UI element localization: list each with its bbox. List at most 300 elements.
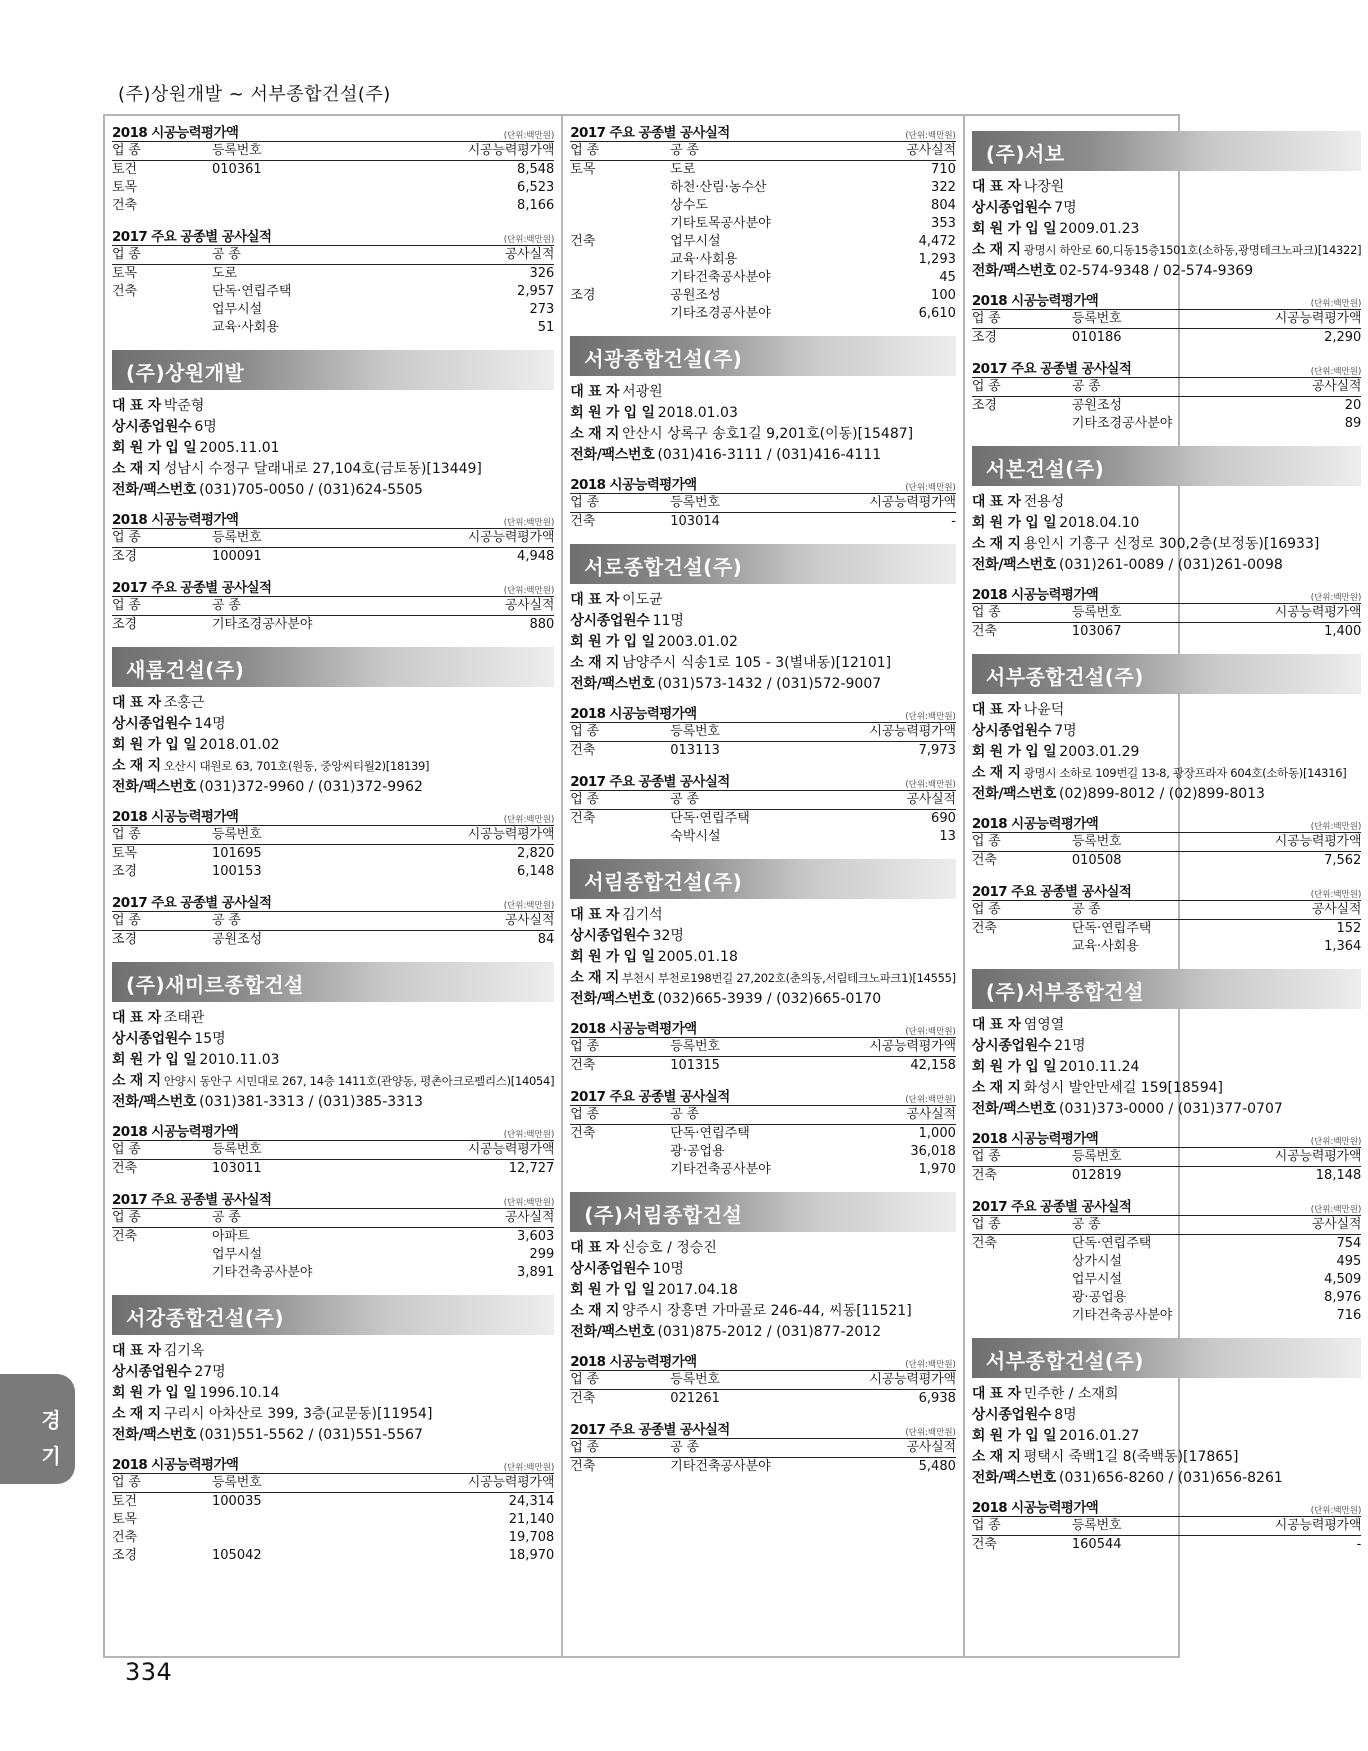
table-cell: 조경 xyxy=(112,617,138,632)
company-name-banner xyxy=(570,544,956,584)
info-label: 전화/팩스번호 xyxy=(570,991,655,1007)
table-cell: 토건 xyxy=(112,1494,138,1509)
table-header-cell: 시공능력평가액 xyxy=(869,495,956,510)
table-row xyxy=(570,828,956,846)
table-header-row xyxy=(570,1371,956,1390)
company-info-row xyxy=(570,968,956,989)
table-header-cell: 시공능력평가액 xyxy=(1274,311,1362,326)
info-label: 전화/팩스번호 xyxy=(112,779,197,795)
table-cell: 3,891 xyxy=(517,1265,555,1280)
table-cell xyxy=(112,1246,212,1264)
table-header-cell: 업 종 xyxy=(971,1217,1001,1232)
table-header-cell: 시공능력평가액 xyxy=(869,724,956,739)
info-value: 양주시 장흥면 가마골로 246-44, 씨동[11521] xyxy=(622,1303,912,1319)
company-info xyxy=(570,1238,956,1343)
table-header-cell: 업 종 xyxy=(570,792,599,807)
info-label: 회 원 가 입 일 xyxy=(570,1282,655,1298)
table-cell xyxy=(212,179,444,197)
table-cell xyxy=(972,1289,1072,1307)
table-cell: 기타건축공사분야 xyxy=(670,1459,771,1474)
table-cell: 기타조경공사분야 xyxy=(1071,416,1173,431)
info-value: 성남시 수정구 달래내로 27,104호(금토동)[13449] xyxy=(163,461,482,477)
table-header-cell: 업 종 xyxy=(112,530,141,545)
table-header-cell: 시공능력평가액 xyxy=(869,1372,956,1387)
table-header-cell: 업 종 xyxy=(112,598,141,613)
table-title-row xyxy=(972,586,1361,604)
info-label: 소 재 지 xyxy=(112,1406,161,1422)
table-header-cell: 등록번호 xyxy=(670,495,720,510)
company-info-row xyxy=(972,1015,1361,1036)
info-label: 회 원 가 입 일 xyxy=(971,744,1057,760)
table-cell: 18,148 xyxy=(1315,1168,1362,1183)
table-row xyxy=(112,265,554,283)
table-cell: 6,610 xyxy=(918,306,956,321)
info-label: 소 재 지 xyxy=(971,1080,1021,1096)
table-cell: 5,480 xyxy=(918,1459,956,1474)
table-cell: 기타토목공사분야 xyxy=(670,216,771,231)
company-name-banner xyxy=(112,1295,554,1335)
company-info xyxy=(972,492,1361,576)
info-value: 민주한 / 소재희 xyxy=(1023,1386,1119,1402)
table-cell: 326 xyxy=(529,266,555,281)
table-header-row xyxy=(112,826,554,845)
table-cell: 도로 xyxy=(212,266,238,281)
company-info xyxy=(112,693,554,798)
table-cell: 51 xyxy=(537,320,555,335)
table-title: 2017 주요 공종별 공사실적 xyxy=(112,1192,272,1208)
table-header-cell: 공 종 xyxy=(212,598,241,613)
company-info-row xyxy=(112,1092,554,1113)
table-row xyxy=(570,1458,956,1476)
company-info xyxy=(112,1341,554,1446)
table-cell: 건축 xyxy=(112,1161,138,1176)
info-value: 14명 xyxy=(194,716,226,732)
table-header-cell: 업 종 xyxy=(112,247,141,262)
company-info xyxy=(972,1384,1361,1489)
table-cell: 89 xyxy=(1344,416,1362,431)
company-info-row xyxy=(972,1384,1361,1405)
company-name-banner xyxy=(570,859,956,899)
table-cell: 1,364 xyxy=(1324,939,1362,954)
info-label: 대 표 자 xyxy=(570,1240,620,1256)
table-row xyxy=(570,179,956,197)
table-cell: 건축 xyxy=(971,1537,997,1552)
table-unit: (단위:백만원) xyxy=(905,712,956,722)
info-label: 대 표 자 xyxy=(112,398,161,414)
table-row xyxy=(972,1271,1361,1289)
table-row xyxy=(112,197,554,215)
table-cell: 3,603 xyxy=(517,1229,555,1244)
data-table xyxy=(112,228,554,337)
table-row xyxy=(570,1057,956,1075)
info-value: 2003.01.29 xyxy=(1059,744,1140,760)
table-cell: 업무시설 xyxy=(1071,1272,1123,1287)
info-label: 소 재 지 xyxy=(971,1449,1021,1465)
company-info-row xyxy=(112,1341,554,1362)
table-title: 2017 주요 공종별 공사실적 xyxy=(112,580,272,596)
info-label: 상시종업원수 xyxy=(971,1407,1052,1423)
table-title-row xyxy=(112,1456,554,1474)
company-info-row xyxy=(570,445,956,466)
company-info-row xyxy=(112,1029,554,1050)
table-header-row xyxy=(570,723,956,742)
table-header-cell: 업 종 xyxy=(570,1440,599,1455)
table-header-cell: 업 종 xyxy=(570,724,599,739)
table-header-row xyxy=(112,1209,554,1228)
table-cell: 아파트 xyxy=(212,1229,250,1244)
info-value: 2010.11.24 xyxy=(1059,1059,1140,1075)
table-title-row xyxy=(972,1130,1361,1148)
table-cell: 조경 xyxy=(112,549,138,564)
company-info xyxy=(112,396,554,501)
table-cell: 토건 xyxy=(112,162,138,177)
company-info-row xyxy=(570,590,956,611)
side-tab-char-1: 경 xyxy=(41,1408,61,1432)
table-header-cell: 시공능력평가액 xyxy=(467,827,555,842)
table-title: 2017 주요 공종별 공사실적 xyxy=(112,895,272,911)
table-title: 2018 시공능력평가액 xyxy=(112,512,239,528)
table-row xyxy=(570,269,956,287)
table-header-cell: 업 종 xyxy=(570,1039,599,1054)
table-header-cell: 공 종 xyxy=(670,1107,699,1122)
table-header-cell: 시공능력평가액 xyxy=(869,1039,956,1054)
table-header-row xyxy=(972,1517,1361,1536)
table-unit: (단위:백만원) xyxy=(905,780,956,790)
table-header-row xyxy=(112,1474,554,1493)
company-info-row xyxy=(570,905,956,926)
company-name: 서본건설(주) xyxy=(985,457,1105,481)
data-table xyxy=(570,1088,956,1179)
table-header-cell: 업 종 xyxy=(971,1149,1001,1164)
table-header-row xyxy=(972,1216,1361,1235)
info-value: (031)551-5562 / (031)551-5567 xyxy=(199,1427,423,1443)
table-row xyxy=(112,1529,554,1547)
table-title: 2018 시공능력평가액 xyxy=(112,1124,239,1140)
table-title: 2018 시공능력평가액 xyxy=(971,816,1099,832)
info-label: 상시종업원수 xyxy=(112,716,192,732)
table-cell: 단독·연립주택 xyxy=(670,1126,750,1141)
table-header-row xyxy=(972,1148,1361,1167)
table-row xyxy=(972,397,1361,415)
table-header-row xyxy=(972,901,1361,920)
info-label: 대 표 자 xyxy=(112,1010,161,1026)
info-value: 11명 xyxy=(652,613,684,629)
company-info xyxy=(570,382,956,466)
company-name-banner xyxy=(972,446,1361,486)
table-header-cell: 공사실적 xyxy=(504,913,555,928)
table-cell: 건축 xyxy=(971,1236,997,1251)
company-info xyxy=(570,590,956,695)
data-table xyxy=(972,1130,1361,1185)
table-header-row xyxy=(112,912,554,931)
table-row xyxy=(972,1307,1361,1325)
table-row xyxy=(570,161,956,179)
info-label: 소 재 지 xyxy=(112,1073,161,1089)
table-header-cell: 공사실적 xyxy=(504,598,555,613)
table-cell: 353 xyxy=(931,216,956,231)
table-header-cell: 공 종 xyxy=(212,913,241,928)
company-info-row xyxy=(972,763,1361,784)
info-label: 회 원 가 입 일 xyxy=(112,1052,197,1068)
company-info-row xyxy=(972,177,1361,198)
table-header-cell: 공사실적 xyxy=(1311,379,1362,394)
table-title-row xyxy=(972,360,1361,378)
company-info-row xyxy=(972,261,1361,282)
company-info-row xyxy=(972,1099,1361,1120)
table-cell: 84 xyxy=(537,932,555,947)
company-name-banner xyxy=(972,969,1361,1009)
table-cell: 단독·연립주택 xyxy=(1071,1236,1152,1251)
info-value: 2010.11.03 xyxy=(199,1052,280,1068)
table-row xyxy=(112,179,554,197)
info-value: 오산시 대원로 63, 701호(원동, 중앙씨티월2)[18139] xyxy=(163,759,430,773)
table-cell: 495 xyxy=(1336,1254,1362,1269)
table-title-row xyxy=(972,292,1361,310)
info-value: (032)665-3939 / (032)665-0170 xyxy=(657,991,882,1007)
table-unit: (단위:백만원) xyxy=(1310,822,1362,832)
company-name-banner xyxy=(570,1192,956,1232)
table-cell: 754 xyxy=(1336,1236,1362,1251)
company-name-banner xyxy=(112,350,554,390)
table-cell: 6,148 xyxy=(517,864,555,879)
table-row xyxy=(570,287,956,305)
table-cell: 단독·연립주택 xyxy=(212,284,292,299)
company-info xyxy=(972,1015,1361,1120)
table-header-cell: 업 종 xyxy=(570,143,599,158)
company-name: (주)서보 xyxy=(985,142,1065,166)
info-value: 7명 xyxy=(1054,200,1077,216)
table-cell: 8,166 xyxy=(517,198,555,213)
info-value: 김기석 xyxy=(622,907,663,923)
table-cell: 103014 xyxy=(670,514,720,529)
company-info-row xyxy=(570,1259,956,1280)
table-title: 2018 시공능력평가액 xyxy=(570,1354,697,1370)
table-cell: 710 xyxy=(931,162,956,177)
table-header-cell: 공사실적 xyxy=(504,247,555,262)
table-title: 2018 시공능력평가액 xyxy=(971,1131,1099,1147)
running-head: (주)상원개발 ~ 서부종합건설(주) xyxy=(118,84,391,105)
table-cell: 103011 xyxy=(212,1161,262,1176)
table-title-row xyxy=(570,1088,956,1106)
company-info-row xyxy=(570,424,956,445)
info-label: 소 재 지 xyxy=(570,426,620,442)
info-label: 상시종업원수 xyxy=(570,928,650,944)
table-title: 2018 시공능력평가액 xyxy=(971,293,1099,309)
info-label: 소 재 지 xyxy=(570,655,620,671)
table-cell xyxy=(212,1529,444,1547)
info-label: 대 표 자 xyxy=(112,695,161,711)
table-header-cell: 공 종 xyxy=(670,792,699,807)
table-cell: 1,000 xyxy=(918,1126,956,1141)
table-cell: 건축 xyxy=(570,514,596,529)
table-cell: 조경 xyxy=(112,864,138,879)
table-cell: 기타건축공사분야 xyxy=(1071,1308,1173,1323)
table-row xyxy=(972,1253,1361,1271)
info-value: (031)875-2012 / (031)877-2012 xyxy=(657,1324,882,1340)
info-value: (031)573-1432 / (031)572-9007 xyxy=(657,676,882,692)
table-cell: 업무시설 xyxy=(212,1247,263,1262)
table-header-cell: 업 종 xyxy=(570,1107,599,1122)
info-value: 남양주시 식송1로 105 - 3(별내동)[12101] xyxy=(622,655,892,671)
table-unit: (단위:백만원) xyxy=(1310,1205,1362,1215)
table-cell: 8,976 xyxy=(1324,1290,1362,1305)
data-table xyxy=(112,511,554,566)
company-info-row xyxy=(112,1050,554,1071)
table-title: 2017 주요 공종별 공사실적 xyxy=(570,774,730,790)
company-info-row xyxy=(112,396,554,417)
table-header-row xyxy=(570,142,956,161)
table-header-cell: 공사실적 xyxy=(906,1440,956,1455)
column-left xyxy=(105,116,563,1656)
table-header-cell: 등록번호 xyxy=(212,1142,262,1157)
info-value: (031)416-3111 / (031)416-4111 xyxy=(657,447,882,463)
table-cell: 19,708 xyxy=(508,1530,555,1545)
table-cell xyxy=(570,197,670,215)
table-unit: (단위:백만원) xyxy=(503,235,555,245)
table-header-row xyxy=(570,494,956,513)
table-header-cell: 등록번호 xyxy=(670,724,720,739)
table-header-cell: 등록번호 xyxy=(212,1475,262,1490)
company-name-banner xyxy=(972,1338,1361,1378)
table-cell: 2,820 xyxy=(517,846,555,861)
table-unit: (단위:백만원) xyxy=(503,131,555,141)
table-cell xyxy=(212,197,444,215)
table-header-cell: 시공능력평가액 xyxy=(1274,605,1362,620)
table-header-row xyxy=(570,791,956,810)
table-header-cell: 등록번호 xyxy=(212,143,262,158)
table-title: 2018 시공능력평가액 xyxy=(112,1457,239,1473)
info-value: (031)261-0089 / (031)261-0098 xyxy=(1059,557,1283,573)
table-header-cell: 시공능력평가액 xyxy=(467,1142,555,1157)
page-number: 334 xyxy=(125,1658,173,1686)
info-value: 2005.01.18 xyxy=(657,949,738,965)
table-cell xyxy=(112,1264,212,1282)
info-value: 염영열 xyxy=(1023,1017,1065,1033)
directory-frame xyxy=(103,114,1362,1658)
table-cell: 012819 xyxy=(1071,1168,1122,1183)
column-middle xyxy=(563,116,965,1656)
info-value: 2017.04.18 xyxy=(657,1282,738,1298)
data-table xyxy=(972,360,1361,433)
table-header-cell: 업 종 xyxy=(112,827,141,842)
table-cell: 공원조성 xyxy=(1071,398,1123,413)
info-value: (031)656-8260 / (031)656-8261 xyxy=(1059,1470,1283,1486)
table-row xyxy=(972,623,1361,641)
table-row xyxy=(112,548,554,566)
table-header-cell: 업 종 xyxy=(971,605,1001,620)
table-cell: 100153 xyxy=(212,864,262,879)
table-cell: 기타건축공사분야 xyxy=(670,1162,771,1177)
table-title: 2017 주요 공종별 공사실적 xyxy=(971,1199,1132,1215)
table-title: 2018 시공능력평가액 xyxy=(971,1500,1099,1516)
table-cell: 010508 xyxy=(1071,853,1122,868)
table-title-row xyxy=(972,1198,1361,1216)
company-info-row xyxy=(972,492,1361,513)
data-table xyxy=(972,292,1361,347)
info-value: 박준형 xyxy=(163,398,205,414)
table-cell: 기타건축공사분야 xyxy=(212,1265,313,1280)
table-unit: (단위:백만원) xyxy=(1310,299,1362,309)
table-cell: - xyxy=(1356,1537,1362,1552)
table-cell xyxy=(972,1253,1072,1271)
data-table xyxy=(112,1456,554,1565)
table-header-cell: 업 종 xyxy=(971,1518,1001,1533)
table-title: 2017 주요 공종별 공사실적 xyxy=(112,229,272,245)
info-value: 용인시 기흥구 신정로 300,2층(보정동)[16933] xyxy=(1023,536,1320,552)
company-info-row xyxy=(570,1280,956,1301)
table-header-row xyxy=(972,310,1361,329)
table-unit: (단위:백만원) xyxy=(905,1428,956,1438)
data-table xyxy=(112,808,554,881)
table-header-cell: 업 종 xyxy=(570,495,599,510)
table-cell: 공원조성 xyxy=(670,288,721,303)
table-cell: 건축 xyxy=(112,198,138,213)
table-unit: (단위:백만원) xyxy=(1310,1137,1362,1147)
table-header-cell: 등록번호 xyxy=(670,1372,720,1387)
table-unit: (단위:백만원) xyxy=(905,483,956,493)
info-value: 21명 xyxy=(1054,1038,1086,1054)
data-table xyxy=(112,894,554,949)
info-label: 상시종업원수 xyxy=(112,1364,192,1380)
table-cell: 21,140 xyxy=(508,1512,555,1527)
company-name-banner xyxy=(972,131,1361,171)
table-row xyxy=(112,283,554,301)
company-name: 서부종합건설(주) xyxy=(985,665,1144,689)
data-table xyxy=(972,883,1361,956)
company-info-row xyxy=(112,756,554,777)
table-cell xyxy=(570,828,670,846)
table-header-cell: 등록번호 xyxy=(1071,311,1122,326)
company-info-row xyxy=(972,219,1361,240)
company-info-row xyxy=(112,1008,554,1029)
table-cell: 105042 xyxy=(212,1548,262,1563)
info-label: 소 재 지 xyxy=(570,970,620,986)
info-value: 8명 xyxy=(1054,1407,1077,1423)
info-value: 32명 xyxy=(652,928,684,944)
info-label: 상시종업원수 xyxy=(971,1038,1052,1054)
table-header-cell: 업 종 xyxy=(971,834,1001,849)
table-cell: 교육·사회용 xyxy=(670,252,738,267)
company-info-row xyxy=(972,1426,1361,1447)
table-cell: 804 xyxy=(931,198,956,213)
table-header-row xyxy=(972,378,1361,397)
table-header-row xyxy=(570,1106,956,1125)
company-name: 서강종합건설(주) xyxy=(126,1306,285,1330)
column-right xyxy=(965,116,1368,1656)
table-title-row xyxy=(112,579,554,597)
info-value: 이도균 xyxy=(622,592,663,608)
info-label: 전화/팩스번호 xyxy=(971,557,1057,573)
table-cell: 021261 xyxy=(670,1391,720,1406)
table-row xyxy=(972,1289,1361,1307)
table-cell: 단독·연립주택 xyxy=(670,811,750,826)
table-title-row xyxy=(570,1353,956,1371)
table-header-row xyxy=(112,1141,554,1160)
table-title: 2017 주요 공종별 공사실적 xyxy=(570,125,730,141)
table-title-row xyxy=(972,815,1361,833)
table-unit: (단위:백만원) xyxy=(905,1095,956,1105)
info-value: 광명시 소하로 109번길 13-8, 광장프라자 604호(소하동)[14316] xyxy=(1023,766,1347,780)
company-info-row xyxy=(570,1322,956,1343)
table-unit: (단위:백만원) xyxy=(1310,593,1362,603)
company-info-row xyxy=(112,777,554,798)
table-header-cell: 시공능력평가액 xyxy=(1274,834,1362,849)
info-value: 안양시 동안구 시민대로 267, 14층 1411호(관양동, 평촌아크로펠리스)[14054] xyxy=(163,1074,555,1088)
company-info xyxy=(112,1008,554,1113)
table-row xyxy=(972,852,1361,870)
table-cell: 광·공업용 xyxy=(1071,1290,1127,1305)
info-value: 구리시 아차산로 399, 3층(교문동)[11954] xyxy=(163,1406,433,1422)
